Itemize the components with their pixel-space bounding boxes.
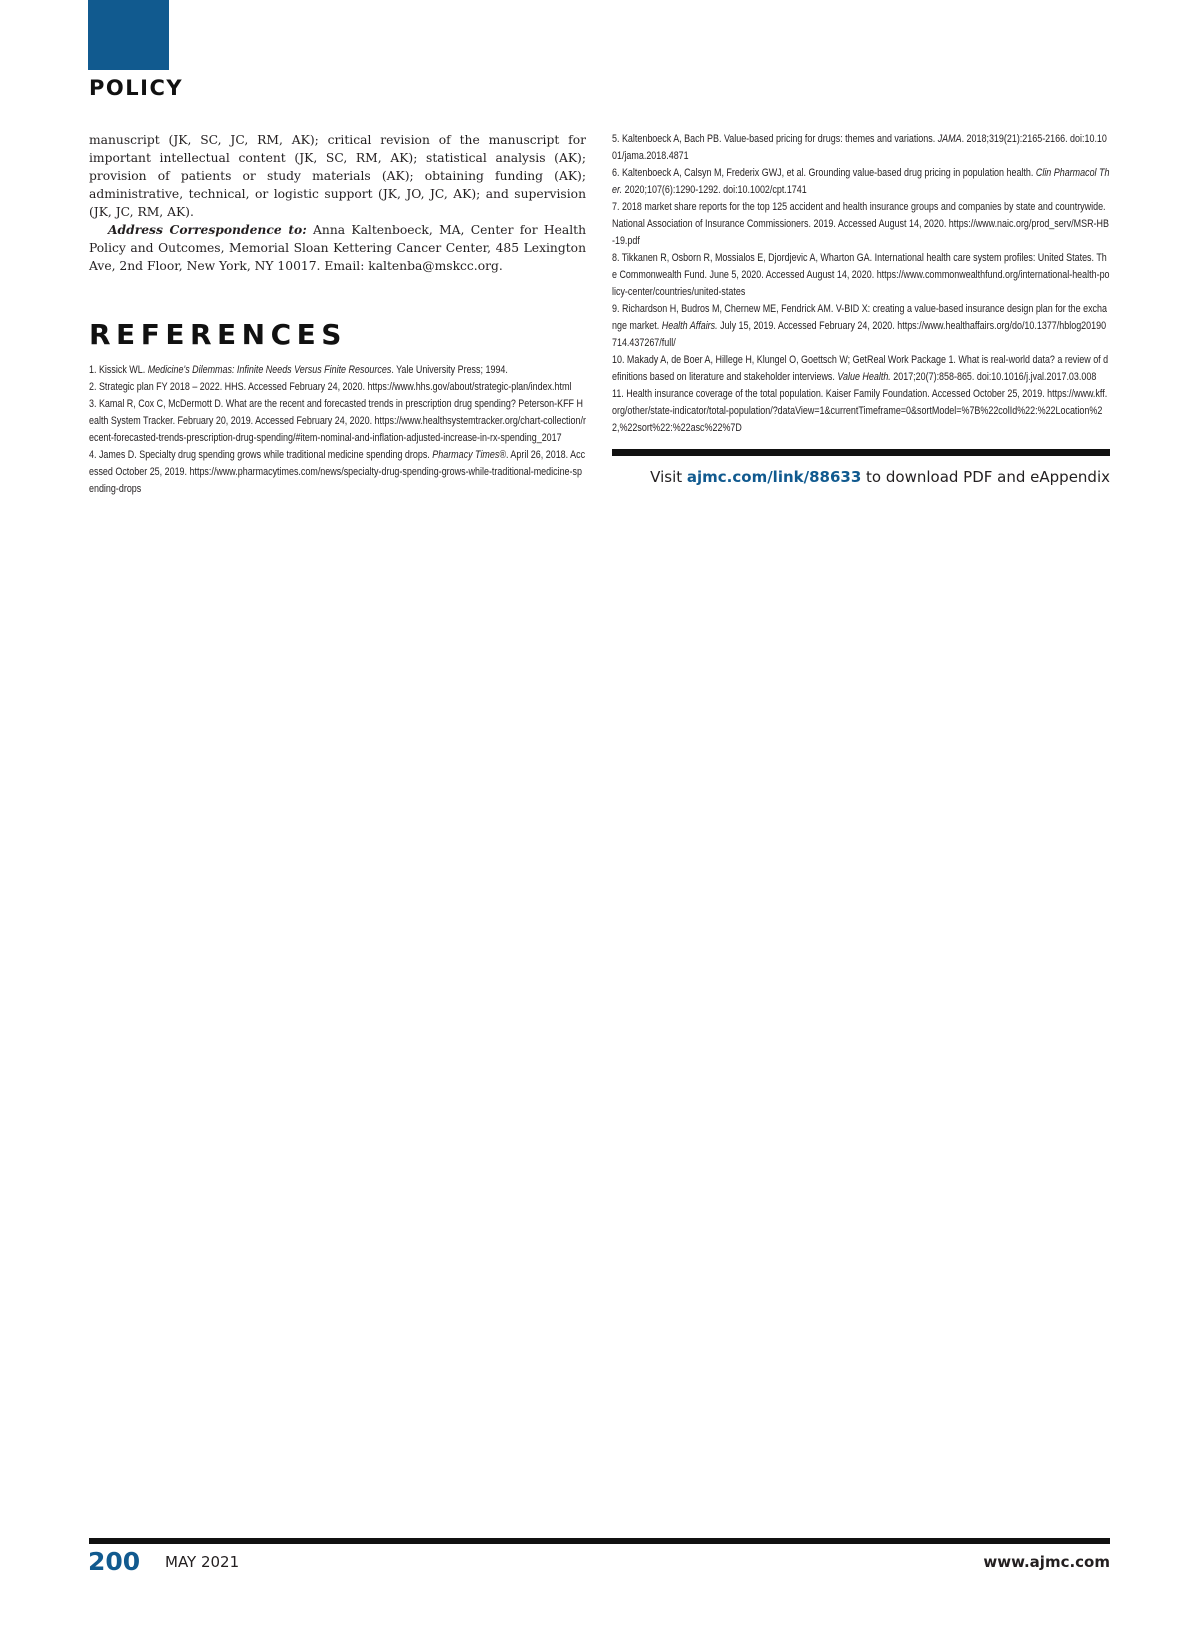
article-body — [89, 131, 586, 275]
download-suffix: to download PDF and eAppendix — [861, 468, 1110, 486]
references-list-right — [612, 131, 1110, 437]
references-heading: REFERENCES — [89, 318, 347, 351]
reference-item: 8. Tikkanen R, Osborn R, Mossialos E, Djordjevic A, Wharton GA. International health care system profiles: United States. The Commonwealth Fund. June 5, 2020. Accessed August 14, 2020. https://www.commonwealthfund.org/international-health-policy-center/countries/united-states — [612, 252, 1110, 298]
contributions-paragraph: manuscript (JK, SC, JC, RM, AK); critical revision of the manuscript for important intellectual content (JK, SC, RM, AK); statistical analysis (AK); provision of patients or study materials (AK); obtaining funding (AK); administrative, technical, or logistic support (JK, JO, JC, AK); and supervision (JK, JC, RM, AK). — [89, 133, 586, 219]
download-prefix: Visit — [650, 468, 687, 486]
footer-rule — [89, 1538, 1110, 1544]
divider-rule — [612, 449, 1110, 456]
references-list-left — [89, 362, 586, 498]
download-link[interactable]: ajmc.com/link/88633 — [686, 468, 862, 486]
correspondence-paragraph — [89, 221, 586, 275]
reference-item: 1. Kissick WL. Medicine's Dilemmas: Infinite Needs Versus Finite Resources. Yale University Press; 1994. — [89, 364, 508, 376]
reference-item: 7. 2018 market share reports for the top 125 accident and health insurance groups and companies by state and countrywide. National Association of Insurance Commissioners. 2019. Accessed August 14, 2020. https://www.naic.org/prod_serv/MSR-HB-19.pdf — [612, 201, 1109, 247]
section-label: POLICY — [89, 76, 184, 100]
reference-item: 4. James D. Specialty drug spending grows while traditional medicine spending drops. Pharmacy Times®. April 26, 2018. Accessed October 25, 2019. https://www.pharmacytimes.com/news/specialty-drug-spending-grows-while-traditional-medicine-spending-drops — [89, 449, 586, 495]
website-url[interactable]: www.ajmc.com — [983, 1553, 1110, 1571]
reference-item: 6. Kaltenboeck A, Calsyn M, Frederix GWJ, et al. Grounding value-based drug pricing in population health. Clin Pharmacol Ther. 2020;107(6):1290-1292. doi:10.1002/cpt.1741 — [612, 167, 1110, 196]
reference-item: 2. Strategic plan FY 2018 – 2022. HHS. Accessed February 24, 2020. https://www.hhs.gov/about/strategic-plan/index.html — [89, 381, 572, 393]
reference-item: 11. Health insurance coverage of the total population. Kaiser Family Foundation. Accessed October 25, 2019. https://www.kff.org/other/state-indicator/total-population/?dataView=1&currentTimeframe=0&sortModel=%7B%22colId%22:%22Location%22,%22sort%22:%22asc%22%7D — [612, 388, 1108, 434]
left-column — [89, 131, 586, 498]
reference-item: 3. Kamal R, Cox C, McDermott D. What are the recent and forecasted trends in prescription drug spending? Peterson-KFF Health System Tracker. February 20, 2019. Accessed February 24, 2020. https://www.healthsystemtracker.org/chart-collection/recent-forecasted-trends-prescription-drug-spending/#item-nominal-and-inflation-adjusted-increase-in-rx-spending_2017 — [89, 398, 586, 444]
section-color-tab — [88, 0, 169, 70]
correspondence-label: Address Correspondence to: — [108, 222, 307, 237]
reference-item: 5. Kaltenboeck A, Bach PB. Value-based pricing for drugs: themes and variations. JAMA. 2018;319(21):2165-2166. doi:10.1001/jama.2018.4871 — [612, 133, 1107, 162]
issue-date: MAY 2021 — [165, 1553, 240, 1571]
download-notice — [612, 468, 1110, 486]
reference-item: 9. Richardson H, Budros M, Chernew ME, Fendrick AM. V-BID X: creating a value-based insurance design plan for the exchange market. Health Affairs. July 15, 2019. Accessed February 24, 2020. https://www.healthaffairs.org/do/10.1377/hblog20190714.437267/full/ — [612, 303, 1107, 349]
correspondence-text: Anna Kaltenboeck, MA, Center for Health Policy and Outcomes, Memorial Sloan Kettering Cancer Center, 485 Lexington Ave, 2nd Floor, New York, NY 10017. Email: kaltenba@mskcc.org. — [89, 223, 586, 273]
reference-item: 10. Makady A, de Boer A, Hillege H, Klungel O, Goettsch W; GetReal Work Package 1. What is real-world data? a review of definitions based on literature and stakeholder interviews. Value Health. 2017;20(7):858-865. doi:10.1016/j.jval.2017.03.008 — [612, 354, 1109, 383]
page-number: 200 — [88, 1547, 141, 1576]
right-column — [612, 131, 1110, 486]
